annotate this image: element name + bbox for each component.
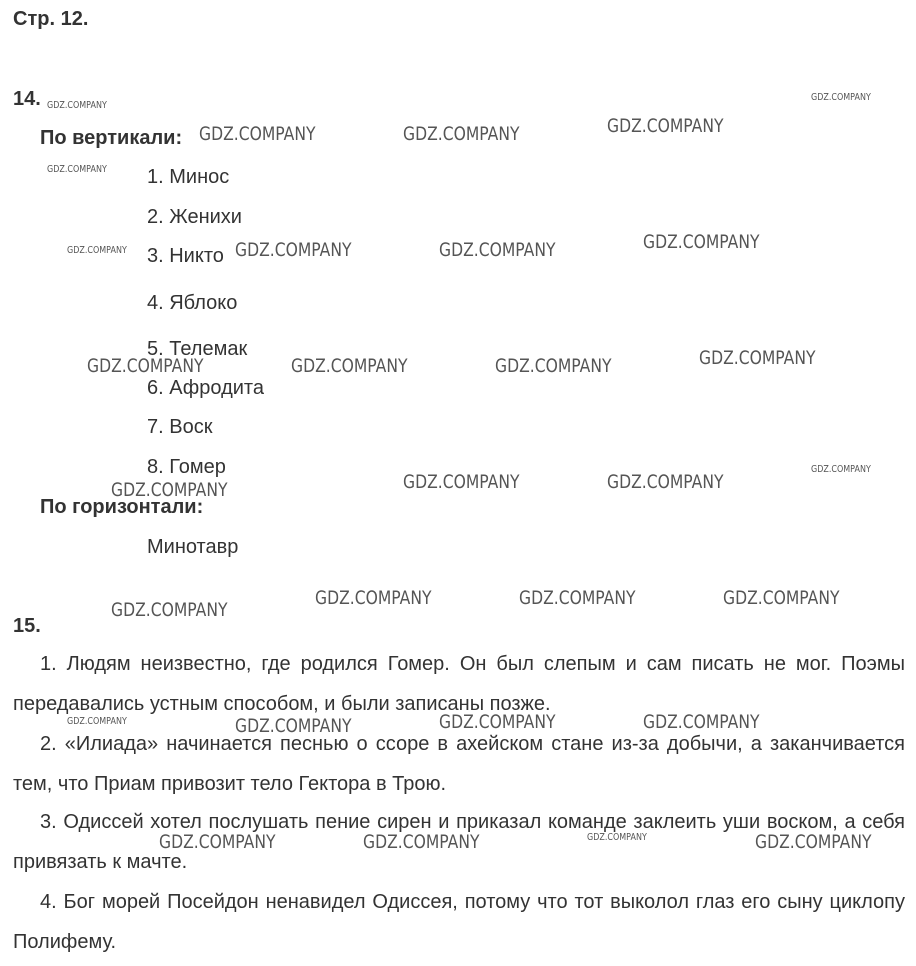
watermark: GDZ.COMPANY (755, 831, 872, 853)
watermark: GDZ.COMPANY (67, 245, 127, 256)
watermark: GDZ.COMPANY (47, 100, 107, 111)
vertical-item: 5. Телемак (147, 338, 248, 360)
watermark: GDZ.COMPANY (643, 231, 760, 253)
page-title: Стр. 12. (13, 8, 89, 30)
watermark: GDZ.COMPANY (235, 715, 352, 737)
watermark: GDZ.COMPANY (607, 115, 724, 137)
watermark: GDZ.COMPANY (111, 479, 228, 501)
vertical-item: 3. Никто (147, 245, 224, 267)
watermark: GDZ.COMPANY (199, 123, 316, 145)
vertical-item: 8. Гомер (147, 456, 226, 478)
vertical-item: 7. Воск (147, 416, 213, 438)
vertical-item: 1. Минос (147, 166, 230, 188)
vertical-item: 2. Женихи (147, 206, 242, 228)
watermark: GDZ.COMPANY (723, 587, 840, 609)
watermark: GDZ.COMPANY (403, 471, 520, 493)
watermark: GDZ.COMPANY (439, 711, 556, 733)
watermark: GDZ.COMPANY (699, 347, 816, 369)
watermark: GDZ.COMPANY (495, 355, 612, 377)
watermark: GDZ.COMPANY (87, 355, 204, 377)
watermark: GDZ.COMPANY (587, 832, 647, 843)
watermark: GDZ.COMPANY (291, 355, 408, 377)
watermark: GDZ.COMPANY (811, 464, 871, 475)
watermark: GDZ.COMPANY (519, 587, 636, 609)
task-15-paragraph: 1. Людям неизвестно, где родился Гомер. Он был слепым и сам писать не мог. Поэмы передавались устным способом, и были записаны позже. (13, 653, 905, 715)
task-15-number: 15. (13, 615, 41, 637)
horizontal-heading: По горизонтали: (40, 496, 204, 518)
watermark: GDZ.COMPANY (67, 716, 127, 727)
task-15-paragraph: 4. Бог морей Посейдон ненавидел Одиссея, потому что тот выколол глаз его сыну циклопу Полифему. (13, 891, 905, 953)
watermark: GDZ.COMPANY (235, 239, 352, 261)
vertical-item: 6. Афродита (147, 377, 264, 399)
watermark: GDZ.COMPANY (363, 831, 480, 853)
watermark: GDZ.COMPANY (111, 599, 228, 621)
watermark: GDZ.COMPANY (607, 471, 724, 493)
watermark: GDZ.COMPANY (643, 711, 760, 733)
task-15-paragraph: 3. Одиссей хотел послушать пение сирен и приказал команде заклеить уши воском, а себя привязать к мачте. (13, 811, 905, 873)
watermark: GDZ.COMPANY (403, 123, 520, 145)
task-15-paragraph: 2. «Илиада» начинается песнью о ссоре в ахейском стане из-за добычи, а заканчивается тем, что Приам привозит тело Гектора в Трою. (13, 733, 905, 795)
vertical-heading: По вертикали: (40, 127, 183, 149)
watermark: GDZ.COMPANY (439, 239, 556, 261)
watermark: GDZ.COMPANY (315, 587, 432, 609)
task-14-number: 14. (13, 88, 41, 110)
watermark: GDZ.COMPANY (811, 92, 871, 103)
horizontal-item: Минотавр (147, 536, 239, 558)
watermark: GDZ.COMPANY (47, 164, 107, 175)
watermark: GDZ.COMPANY (159, 831, 276, 853)
vertical-item: 4. Яблоко (147, 292, 238, 314)
